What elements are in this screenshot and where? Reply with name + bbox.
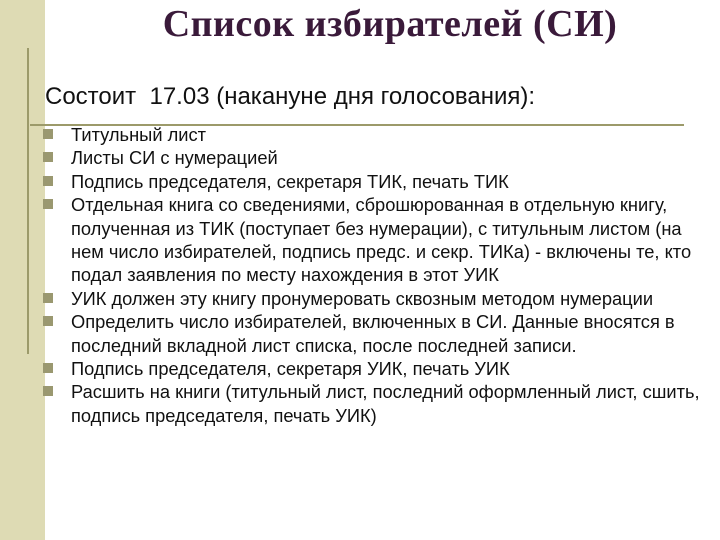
square-bullet-icon xyxy=(43,293,53,303)
list-item xyxy=(43,146,703,169)
list-item xyxy=(43,287,703,310)
square-bullet-icon xyxy=(43,176,53,186)
list-item-text: Определить число избирателей, включенных в СИ. Данные вносятся в последний вкладной лист списка, после последней записи. xyxy=(71,311,675,356)
list-item-text: УИК должен эту книгу пронумеровать сквозным методом нумерации xyxy=(71,287,654,309)
square-bullet-icon xyxy=(43,152,53,162)
list-item xyxy=(43,380,703,427)
square-bullet-icon xyxy=(43,129,53,139)
slide-title: Список избирателей (СИ) xyxy=(162,3,618,45)
list-item xyxy=(43,170,703,193)
list-item xyxy=(43,193,703,287)
list-item-text: Подпись председателя, секретаря ТИК, печать ТИК xyxy=(71,170,509,192)
list-item-text: Титульный лист xyxy=(71,124,207,145)
list-item xyxy=(43,123,703,146)
list-item-text: Расшить на книги (титульный лист, последний оформленный лист, сшить, подпись председателя, печать УИК) xyxy=(71,381,700,426)
list-item-text: Отдельная книга со сведениями, сброшюрованная в отдельную книгу, полученная из ТИК (поступает без нумерации), с титульным листом (на нем число избирателей, подпись предс. и секр. ТИКа) - включены те, кто подал заявления по месту нахождения в этот УИК xyxy=(71,194,692,286)
list-item xyxy=(43,310,703,357)
square-bullet-icon xyxy=(43,199,53,209)
bullet-list xyxy=(43,123,703,427)
square-bullet-icon xyxy=(43,316,53,326)
slide-subtitle: Состоит 17.03 (накануне дня голосования): xyxy=(45,83,536,110)
list-item-text: Листы СИ с нумерацией xyxy=(71,147,278,169)
vertical-divider-line xyxy=(27,48,29,354)
side-accent-bar xyxy=(0,0,45,540)
square-bullet-icon xyxy=(43,363,53,373)
list-item-text: Подпись председателя, секретаря УИК, печать УИК xyxy=(71,358,510,380)
square-bullet-icon xyxy=(43,386,53,396)
list-item xyxy=(43,357,703,380)
